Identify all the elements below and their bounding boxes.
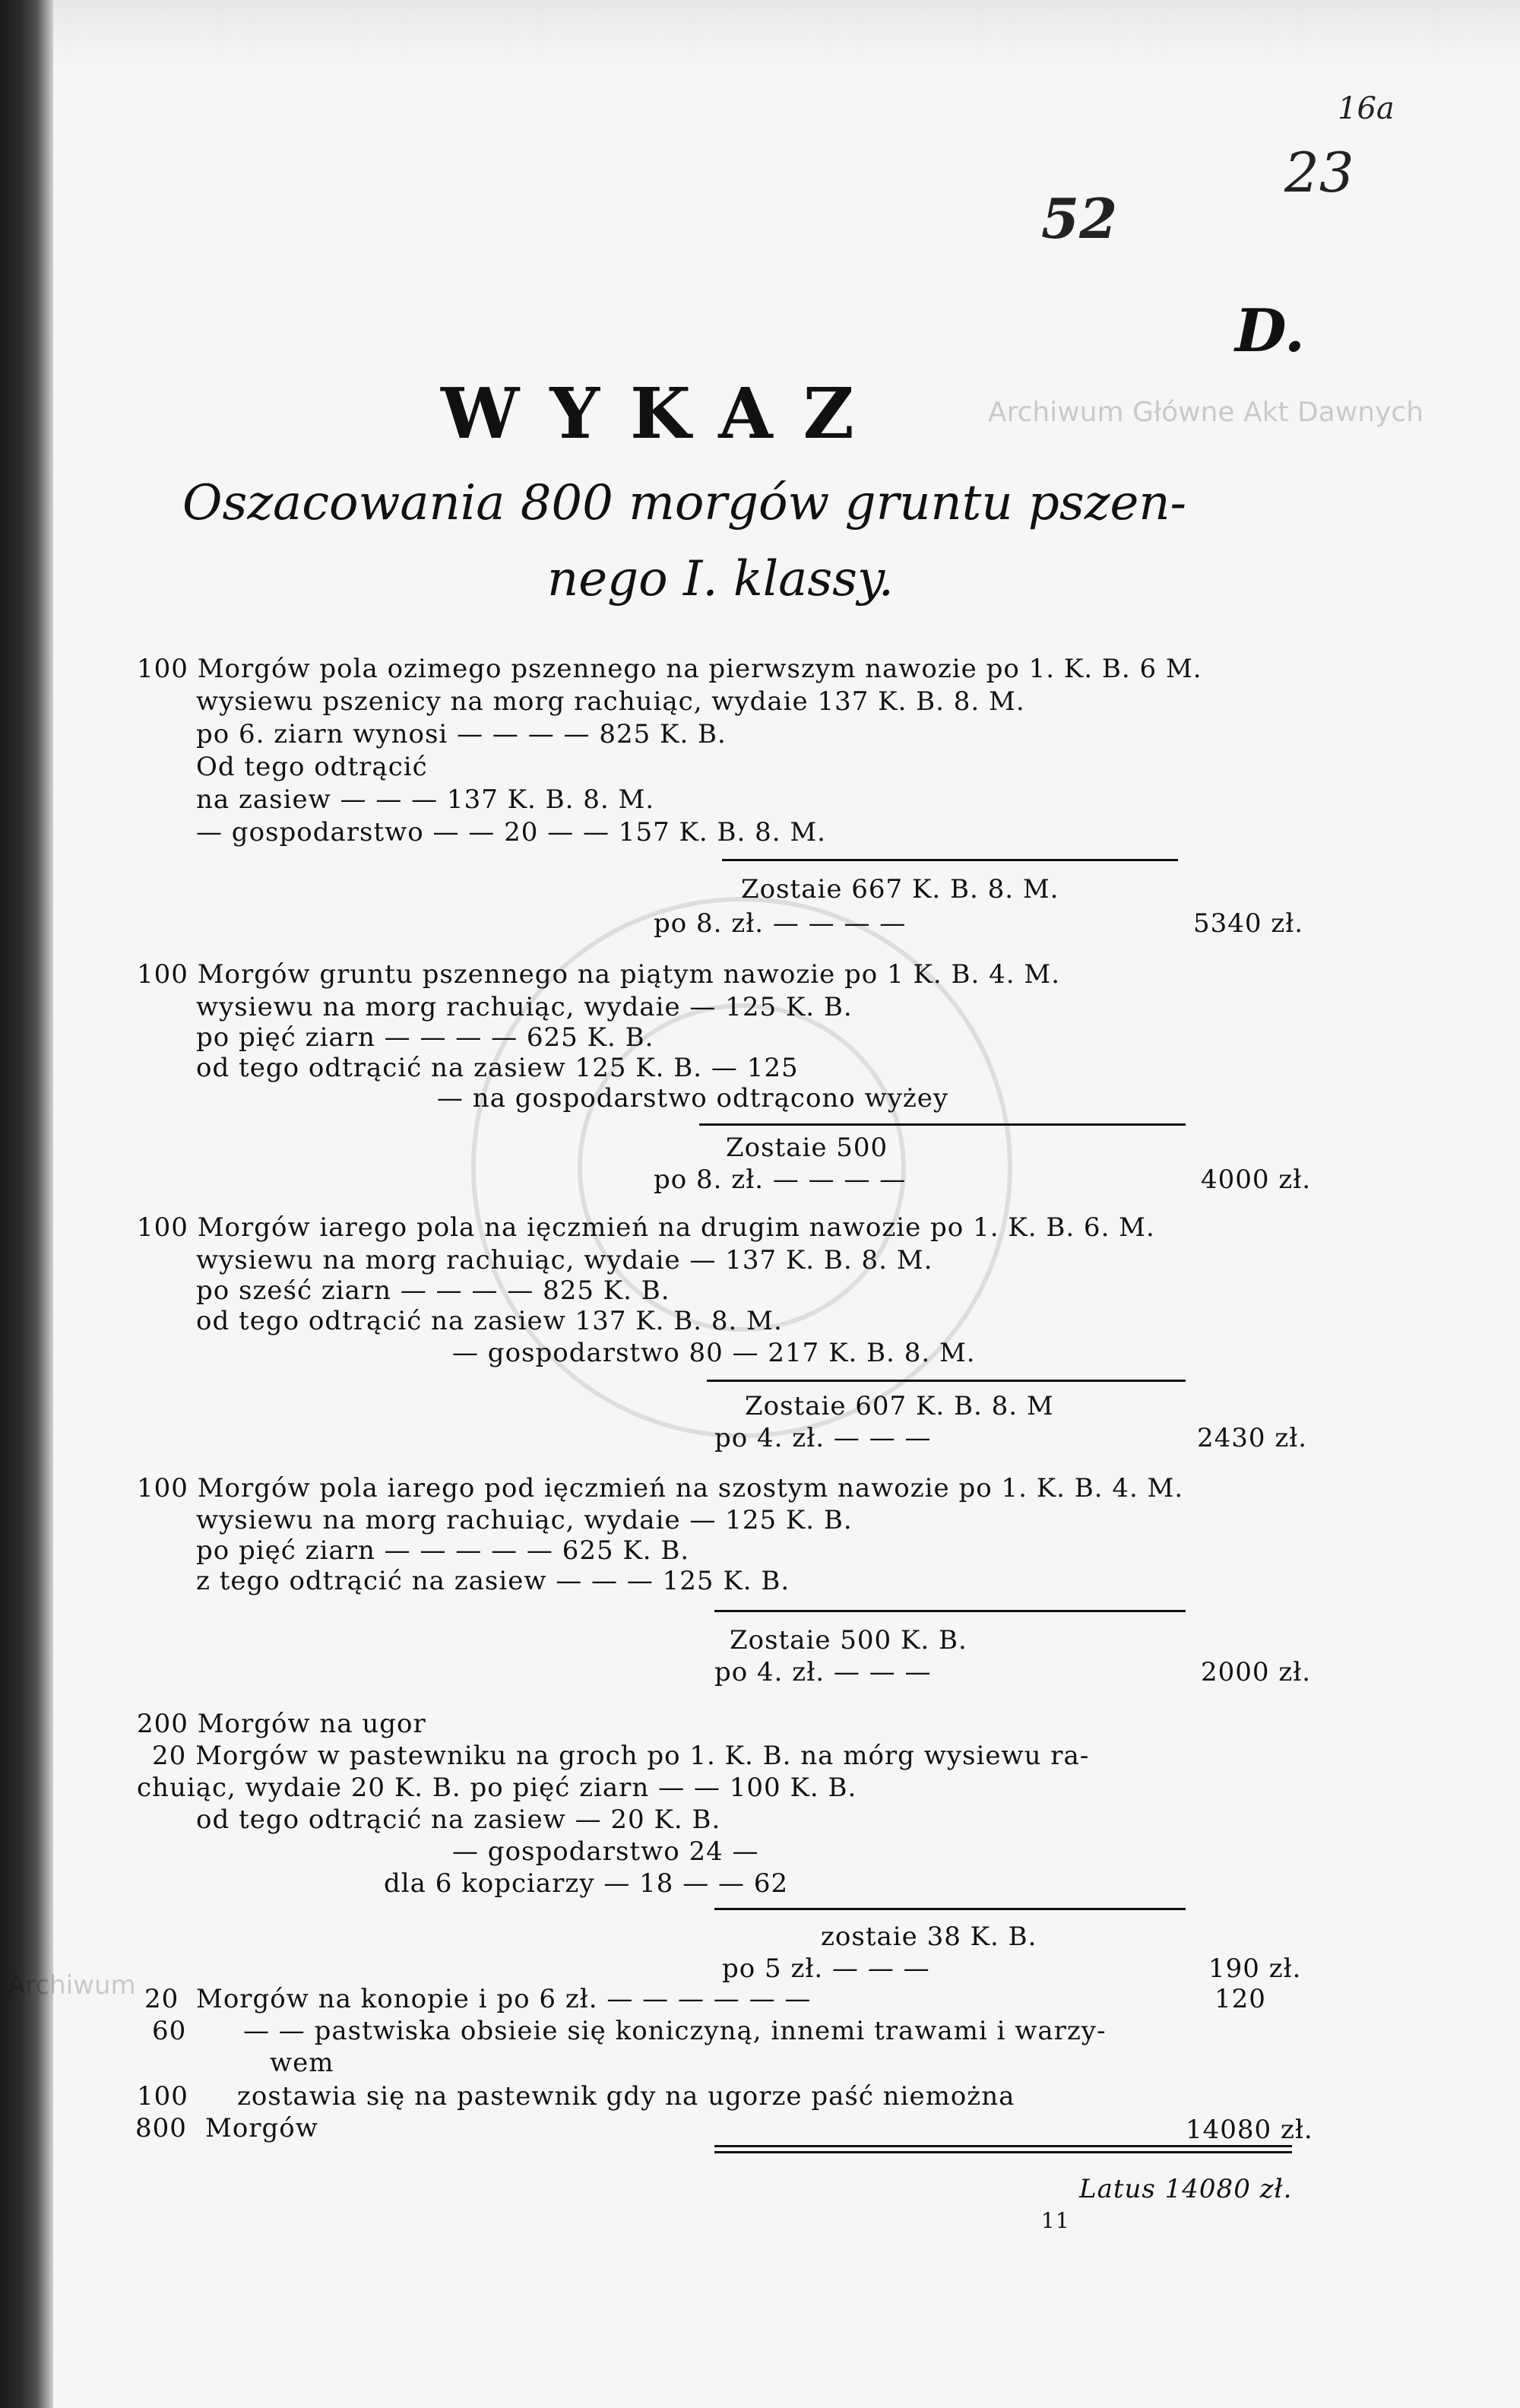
sec4-line-1: 100 Morgów pola iarego pod ięczmień na szostym nawozie po 1. K. B. 4. M. (137, 1473, 1184, 1503)
sec6-qty-4: 100 (137, 2081, 188, 2112)
sec2-rule (699, 1123, 1186, 1126)
sec1-line-8: po 8. zł. — — — — (654, 908, 907, 939)
sec5-line-8: po 5 zł. — — — (722, 1953, 930, 1984)
sec4-amount: 2000 zł. (1201, 1657, 1312, 1687)
sec1-amount: 5340 zł. (1193, 908, 1304, 939)
sec1-line-2: wysiewu pszenicy na morg rachuiąc, wydaie 137 K. B. 8. M. (196, 686, 1025, 717)
sec6-total: 14080 zł. (1186, 2115, 1313, 2145)
sec2-line-2: wysiewu na morg rachuiąc, wydaie — 125 K. B. (196, 992, 853, 1022)
sec6-line-2: — — pastwiska obsieie się koniczyną, innemi trawami i warzy- (243, 2016, 1107, 2046)
sec2-line-7: po 8. zł. — — — — (654, 1164, 907, 1195)
signature-mark: 11 (1041, 2208, 1070, 2233)
handwritten-mark-center: 52 (1041, 186, 1118, 251)
sec6-line-1: Morgów na konopie i po 6 zł. — — — — — — (196, 1984, 812, 2014)
sec3-line-4: od tego odtrącić na zasiew 137 K. B. 8. M. (196, 1306, 783, 1336)
sec6-qty-1: 20 (144, 1984, 179, 2014)
total-double-rule-1 (714, 2145, 1292, 2147)
sec4-line-6: po 4. zł. — — — (714, 1657, 932, 1687)
sec3-line-2: wysiewu na morg rachuiąc, wydaie — 137 K. B. 8. M. (196, 1245, 933, 1275)
sec5-amount: 190 zł. (1208, 1953, 1302, 1984)
sec5-line-3: chuiąc, wydaie 20 K. B. po pięć ziarn — — 100 K. B. (137, 1773, 857, 1803)
sec5-line-5: — gospodarstwo 24 — (452, 1836, 759, 1867)
handwritten-folio-number: 16a (1338, 91, 1395, 126)
sec3-line-5: — gospodarstwo 80 — 217 K. B. 8. M. (452, 1338, 976, 1368)
sec6-qty-2: 60 (152, 2016, 187, 2046)
sec4-line-3: po pięć ziarn — — — — — 625 K. B. (196, 1535, 690, 1566)
sec6-line-3: wem (270, 2048, 334, 2078)
sec1-line-3: po 6. ziarn wynosi — — — — 825 K. B. (196, 719, 727, 749)
sec1-rule (722, 859, 1178, 861)
sec5-line-1: 200 Morgów na ugor (137, 1709, 426, 1739)
sec6-line-4: zostawia się na pastewnik gdy na ugorze paść niemożna (237, 2081, 1015, 2112)
sec4-line-4: z tego odtrącić na zasiew — — — 125 K. B. (196, 1566, 790, 1596)
sec3-line-1: 100 Morgów iarego pola na ięczmień na drugim nawozie po 1. K. B. 6. M. (137, 1212, 1155, 1243)
sec4-rule (714, 1610, 1186, 1612)
sec2-line-4: od tego odtrącić na zasiew 125 K. B. — 125 (196, 1053, 799, 1083)
archive-watermark-left: Archiwum (8, 1970, 136, 2001)
sec2-line-3: po pięć ziarn — — — — 625 K. B. (196, 1022, 654, 1053)
handwritten-mark-right: 23 (1284, 141, 1354, 204)
section-letter: D. (1235, 296, 1306, 366)
page-top-edge (53, 0, 1520, 61)
book-binding (0, 0, 53, 2408)
sec3-amount: 2430 zł. (1197, 1423, 1308, 1453)
sec2-line-5: — na gospodarstwo odtrącono wyżey (437, 1083, 949, 1114)
sec4-line-5: Zostaie 500 K. B. (730, 1625, 967, 1656)
sec5-line-2: 20 Morgów w pastewniku na groch po 1. K. B. na mórg wysiewu ra- (152, 1741, 1090, 1771)
sec3-line-3: po sześć ziarn — — — — 825 K. B. (196, 1275, 670, 1306)
sec6-amount-1: 120 (1214, 1984, 1266, 2014)
document-title: WYKAZ (441, 372, 885, 455)
document-subtitle-line-1: Oszacowania 800 morgów gruntu pszen- (182, 475, 1187, 531)
sec1-line-7: Zostaie 667 K. B. 8. M. (741, 874, 1059, 905)
archive-watermark-top: Archiwum Główne Akt Dawnych (988, 397, 1424, 428)
latus-carried-total: Latus 14080 zł. (1079, 2174, 1293, 2204)
sec3-rule (707, 1380, 1186, 1382)
sec5-line-4: od tego odtrącić na zasiew — 20 K. B. (196, 1804, 721, 1835)
sec2-line-6: Zostaie 500 (726, 1133, 888, 1163)
total-double-rule-2 (714, 2151, 1292, 2153)
sec1-line-6: — gospodarstwo — — 20 — — 157 K. B. 8. M. (196, 817, 826, 848)
sec6-line-5: Morgów (205, 2113, 318, 2143)
sec2-amount: 4000 zł. (1201, 1164, 1312, 1195)
sec5-line-7: zostaie 38 K. B. (821, 1922, 1037, 1952)
sec1-line-5: na zasiew — — — 137 K. B. 8. M. (196, 784, 655, 815)
sec5-line-6: dla 6 kopciarzy — 18 — — 62 (384, 1868, 789, 1899)
sec5-rule (714, 1908, 1186, 1910)
sec2-line-1: 100 Morgów gruntu pszennego na piątym nawozie po 1 K. B. 4. M. (137, 959, 1060, 990)
sec4-line-2: wysiewu na morg rachuiąc, wydaie — 125 K. B. (196, 1505, 853, 1535)
sec3-line-7: po 4. zł. — — — (714, 1423, 932, 1453)
sec3-line-6: Zostaie 607 K. B. 8. M (745, 1391, 1054, 1421)
sec6-qty-5: 800 (135, 2113, 187, 2143)
sec1-line-4: Od tego odtrącić (196, 752, 428, 782)
sec1-line-1: 100 Morgów pola ozimego pszennego na pierwszym nawozie po 1. K. B. 6 M. (137, 654, 1202, 684)
document-subtitle-line-2: nego I. klassy. (547, 551, 894, 607)
